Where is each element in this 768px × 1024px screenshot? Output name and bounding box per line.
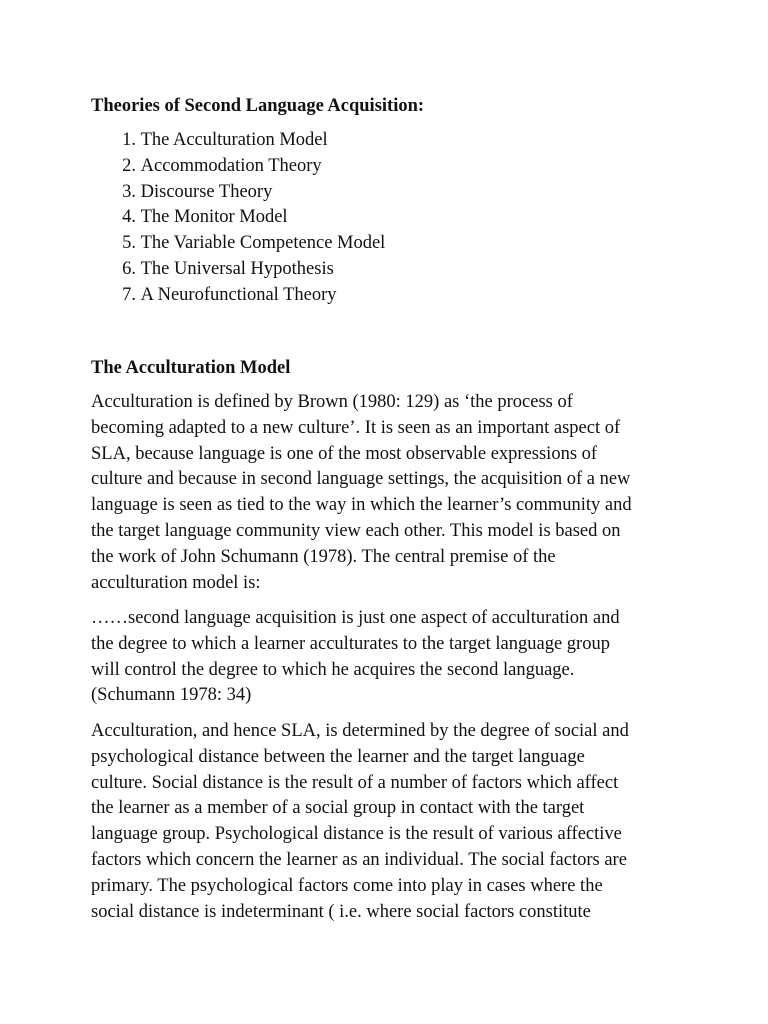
list-item-label: The Variable Competence Model	[140, 233, 386, 254]
list-item-number: 2.	[122, 155, 136, 176]
paragraph-line: culture and because in second language settings, the acquisition of a new	[91, 469, 631, 490]
paragraph-line: the target language community view each other. This model is based on	[91, 520, 621, 541]
paragraph-line: the degree to which a learner acculturates to the target language group	[91, 633, 610, 654]
list-item-label: The Acculturation Model	[140, 130, 328, 150]
list-item-label: Accommodation Theory	[140, 155, 322, 176]
list-item	[91, 257, 385, 283]
paragraph-line: social distance is indeterminant ( i.e. where social factors constitute	[91, 901, 591, 922]
list-item	[91, 180, 385, 206]
list-item-number: 7.	[122, 284, 136, 305]
paragraph-line: primary. The psychological factors come into play in cases where the	[91, 875, 603, 896]
paragraph-distance	[91, 719, 691, 925]
paragraph-line: (Schumann 1978: 34)	[91, 685, 252, 706]
paragraph-line: language group. Psychological distance is the result of various affective	[91, 824, 622, 845]
list-item	[91, 231, 385, 257]
list-item	[91, 128, 385, 154]
paragraph-quote	[91, 606, 691, 709]
paragraph-line: SLA, because language is one of the most observable expressions of	[91, 443, 598, 464]
list-item-number: 1.	[122, 130, 136, 150]
paragraph-line: Acculturation is defined by Brown (1980: 129) as ‘the process of	[91, 392, 573, 412]
section-title: The Acculturation Model	[91, 358, 291, 378]
list-item-number: 6.	[122, 258, 136, 279]
document-heading: Theories of Second Language Acquisition:	[91, 96, 425, 116]
paragraph-line: language is seen as tied to the way in which the learner’s community and	[91, 495, 632, 516]
list-item-number: 4.	[122, 207, 136, 228]
list-item-label: The Universal Hypothesis	[140, 258, 334, 279]
paragraph-line: ……second language acquisition is just one aspect of acculturation and	[91, 608, 620, 628]
paragraph-line: becoming adapted to a new culture’. It is seen as an important aspect of	[91, 417, 621, 438]
paragraph-line: Acculturation, and hence SLA, is determined by the degree of social and	[91, 721, 629, 741]
list-item	[91, 154, 385, 180]
paragraph-line: psychological distance between the learner and the target language	[91, 746, 585, 767]
list-item	[91, 205, 385, 231]
list-item	[91, 283, 385, 309]
paragraph-line: the learner as a member of a social group in contact with the target	[91, 798, 585, 819]
list-item-number: 5.	[122, 233, 136, 254]
paragraph-line: will control the degree to which he acquires the second language.	[91, 659, 575, 680]
theories-list	[91, 128, 385, 309]
paragraph-line: acculturation model is:	[91, 572, 261, 593]
list-item-label: Discourse Theory	[140, 181, 273, 202]
paragraph-definition	[91, 390, 691, 596]
list-item-number: 3.	[122, 181, 136, 202]
paragraph-line: factors which concern the learner as an individual. The social factors are	[91, 849, 627, 870]
list-item-label: The Monitor Model	[140, 207, 288, 228]
list-item-label: A Neurofunctional Theory	[140, 284, 337, 305]
paragraph-line: the work of John Schumann (1978). The central premise of the	[91, 546, 556, 567]
paragraph-line: culture. Social distance is the result of a number of factors which affect	[91, 772, 619, 793]
